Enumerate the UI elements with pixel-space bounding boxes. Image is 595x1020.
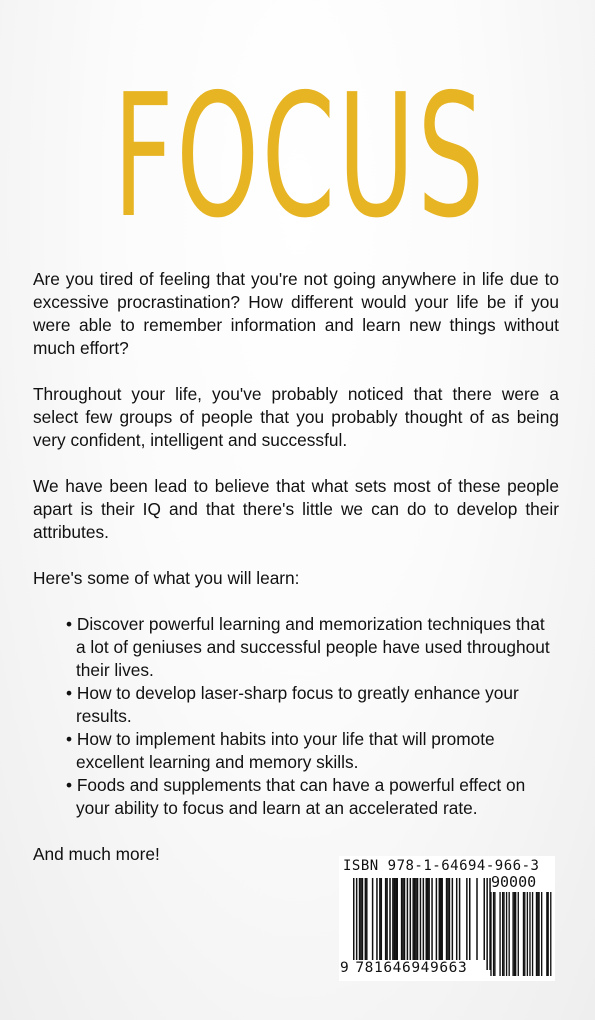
addon-bar	[518, 892, 519, 976]
barcode-bar	[447, 878, 449, 960]
addon-bar	[503, 892, 504, 976]
barcode-bar	[466, 878, 468, 960]
barcode-bar	[394, 878, 396, 960]
barcode-bar	[379, 878, 381, 960]
blurb-paragraph-4: Here's some of what you will learn:	[33, 568, 300, 588]
list-item: • Foods and supplements that can have a powerful effect on your ability to focus and learn at an accelerated rate.	[66, 774, 559, 820]
barcode-bar	[359, 878, 361, 960]
barcode-bar	[436, 878, 438, 960]
barcode-bar	[410, 878, 412, 960]
barcode-bar	[402, 878, 404, 960]
blurb-paragraph-1: Are you tired of feeling that you're not going anywhere in life due to excessive procrastination? How different would your life be if you were able to remember information and learn new things without much effort?	[33, 269, 559, 358]
barcode-bar	[401, 878, 403, 960]
barcode-bar	[386, 878, 388, 960]
addon-bar	[514, 892, 515, 976]
barcode-bar	[407, 878, 409, 960]
addon-bar	[493, 892, 494, 976]
addon-bar	[541, 892, 542, 976]
addon-bar	[499, 892, 500, 976]
closing-line: And much more!	[33, 844, 160, 864]
addon-bar	[490, 892, 491, 976]
barcode-bar	[441, 878, 443, 960]
barcode-bar	[476, 878, 478, 960]
list-item: • How to develop laser-sharp focus to greatly enhance your results.	[66, 682, 559, 728]
barcode-bar	[431, 878, 433, 960]
addon-bar	[512, 892, 513, 976]
barcode-bar	[420, 878, 422, 970]
addon-bar	[537, 892, 538, 976]
barcode-bar	[446, 878, 448, 960]
addon-bar	[550, 892, 551, 976]
book-title: FOCUS	[113, 58, 487, 256]
price-code: 90000	[491, 873, 537, 891]
addon-bar	[532, 892, 533, 976]
barcode-bar	[412, 878, 414, 960]
barcode-bar	[469, 878, 471, 960]
addon-bar	[506, 892, 507, 976]
barcode-bar	[389, 878, 391, 960]
addon-bar	[524, 892, 525, 976]
barcode-bar	[365, 878, 367, 960]
barcode-bar	[427, 878, 429, 960]
addon-bar	[509, 892, 510, 976]
addon-bar	[529, 892, 530, 976]
barcode-bar	[417, 878, 419, 960]
ean-right-group: 949663	[411, 960, 468, 976]
list-item: • Discover powerful learning and memorization techniques that a lot of geniuses and successful people have used throughout their lives.	[66, 613, 559, 682]
addon-bar	[494, 892, 495, 976]
barcode-bar	[439, 878, 441, 960]
addon-bar	[527, 892, 528, 976]
barcode-bar	[415, 878, 417, 960]
blurb-text	[33, 268, 559, 889]
ean-left-group: 781646	[355, 960, 412, 976]
barcode-bar	[395, 878, 397, 960]
barcode-bar	[414, 878, 416, 960]
addon-bar	[536, 892, 537, 976]
barcode-bar	[459, 878, 461, 960]
barcode-bar	[404, 878, 406, 960]
barcode-bar	[486, 878, 488, 970]
barcode-bar	[423, 878, 425, 970]
barcode-bar	[449, 878, 451, 960]
isbn-barcode	[339, 856, 555, 981]
addon-bar	[546, 892, 547, 976]
barcode-bar	[353, 878, 355, 970]
blurb-paragraph-2: Throughout your life, you've probably noticed that there were a select few groups of people that you probably thought of as being very confident, intelligent and successful.	[33, 384, 559, 450]
learning-list	[33, 613, 559, 820]
barcode-bar	[397, 878, 399, 960]
isbn-label: ISBN 978-1-64694-966-3	[343, 858, 540, 874]
barcode-bar	[426, 878, 428, 960]
barcode-bar	[381, 878, 383, 960]
addon-bar	[538, 892, 539, 976]
barcode-bar	[366, 878, 368, 960]
barcode-bar	[392, 878, 394, 960]
barcode-bar	[440, 878, 442, 960]
blurb-paragraph-3: We have been lead to believe that what sets most of these people apart is their IQ and that there's little we can do to develop their attributes.	[33, 476, 559, 542]
barcode-bar	[484, 878, 486, 960]
barcode-bar	[456, 878, 458, 960]
barcode-bar	[385, 878, 387, 960]
addon-bar	[502, 892, 503, 976]
ean-digits	[340, 960, 469, 976]
addon-bar	[515, 892, 516, 976]
barcode-bar	[452, 878, 454, 960]
addon-bar	[548, 892, 549, 976]
barcode-bar	[372, 878, 374, 960]
list-item: • How to implement habits into your life that will promote excellent learning and memory skills.	[66, 728, 559, 774]
addon-bar	[523, 892, 524, 976]
ean-first-digit: 9	[340, 960, 350, 976]
barcode-bar	[376, 878, 378, 960]
barcode-bar	[362, 878, 364, 960]
barcode-bar	[356, 878, 358, 970]
barcode-bar	[428, 878, 430, 960]
barcode-bar	[360, 878, 362, 960]
